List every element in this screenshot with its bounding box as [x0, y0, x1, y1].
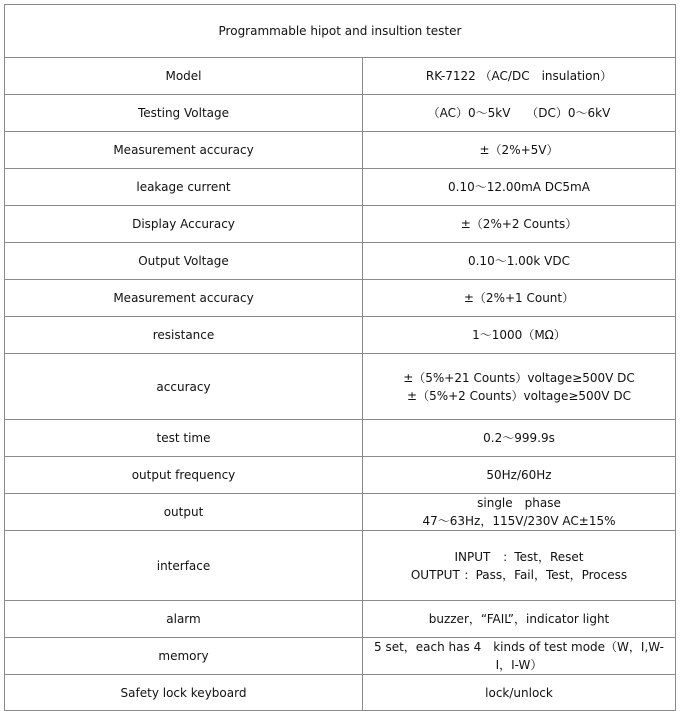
- spec-value: 1～1000（MΩ）: [363, 317, 676, 354]
- spec-value: lock/unlock: [363, 675, 676, 711]
- spec-label: test time: [5, 420, 363, 457]
- spec-value: 50Hz/60Hz: [363, 457, 676, 494]
- spec-label: alarm: [5, 601, 363, 638]
- spec-value: ±（2%+2 Counts）: [363, 206, 676, 243]
- spec-value: ±（5%+21 Counts）voltage≥500V DC ±（5%+2 Counts）voltage≥500V DC: [363, 354, 676, 420]
- spec-value: 0.2～999.9s: [363, 420, 676, 457]
- title-row: [5, 5, 676, 58]
- spec-value: single phase 47～63Hz，115V/230V AC±15%: [363, 494, 676, 531]
- spec-row-measurement-accuracy-2: [5, 280, 676, 317]
- spec-value: （AC）0～5kV （DC）0～6kV: [363, 95, 676, 132]
- spec-row-output-frequency: [5, 457, 676, 494]
- spec-value: buzzer，“FAIL”，indicator light: [363, 601, 676, 638]
- spec-row-alarm: [5, 601, 676, 638]
- spec-label: Measurement accuracy: [5, 280, 363, 317]
- spec-row-leakage-current: [5, 169, 676, 206]
- spec-value: ±（2%+5V）: [363, 132, 676, 169]
- spec-label: resistance: [5, 317, 363, 354]
- spec-label: Display Accuracy: [5, 206, 363, 243]
- spec-row-interface: [5, 531, 676, 601]
- spec-row-test-time: [5, 420, 676, 457]
- spec-value: 0.10～12.00mA DC5mA: [363, 169, 676, 206]
- spec-value: 5 set，each has 4 kinds of test mode（W，I,W-I，I-W）: [363, 638, 676, 675]
- spec-value: RK-7122 （AC/DC insulation）: [363, 58, 676, 95]
- spec-row-output: [5, 494, 676, 531]
- spec-row-memory: [5, 638, 676, 675]
- spec-row-model: [5, 58, 676, 95]
- spec-row-safety-lock-keyboard: [5, 675, 676, 711]
- spec-label: leakage current: [5, 169, 363, 206]
- spec-label: Output Voltage: [5, 243, 363, 280]
- spec-label: output frequency: [5, 457, 363, 494]
- spec-label: Measurement accuracy: [5, 132, 363, 169]
- spec-label: memory: [5, 638, 363, 675]
- table-title: Programmable hipot and insultion tester: [5, 5, 676, 58]
- spec-row-output-voltage: [5, 243, 676, 280]
- spec-value: INPUT ：Test，Reset OUTPUT ：Pass，Fail，Test，Process: [363, 531, 676, 601]
- spec-row-display-accuracy: [5, 206, 676, 243]
- spec-row-testing-voltage: [5, 95, 676, 132]
- spec-row-accuracy: [5, 354, 676, 420]
- spec-value: ±（2%+1 Count）: [363, 280, 676, 317]
- spec-label: interface: [5, 531, 363, 601]
- spec-label: Safety lock keyboard: [5, 675, 363, 711]
- spec-label: Model: [5, 58, 363, 95]
- spec-label: output: [5, 494, 363, 531]
- spec-value: 0.10～1.00k VDC: [363, 243, 676, 280]
- spec-label: accuracy: [5, 354, 363, 420]
- spec-label: Testing Voltage: [5, 95, 363, 132]
- spec-table: [4, 4, 676, 711]
- spec-row-measurement-accuracy: [5, 132, 676, 169]
- spec-row-resistance: [5, 317, 676, 354]
